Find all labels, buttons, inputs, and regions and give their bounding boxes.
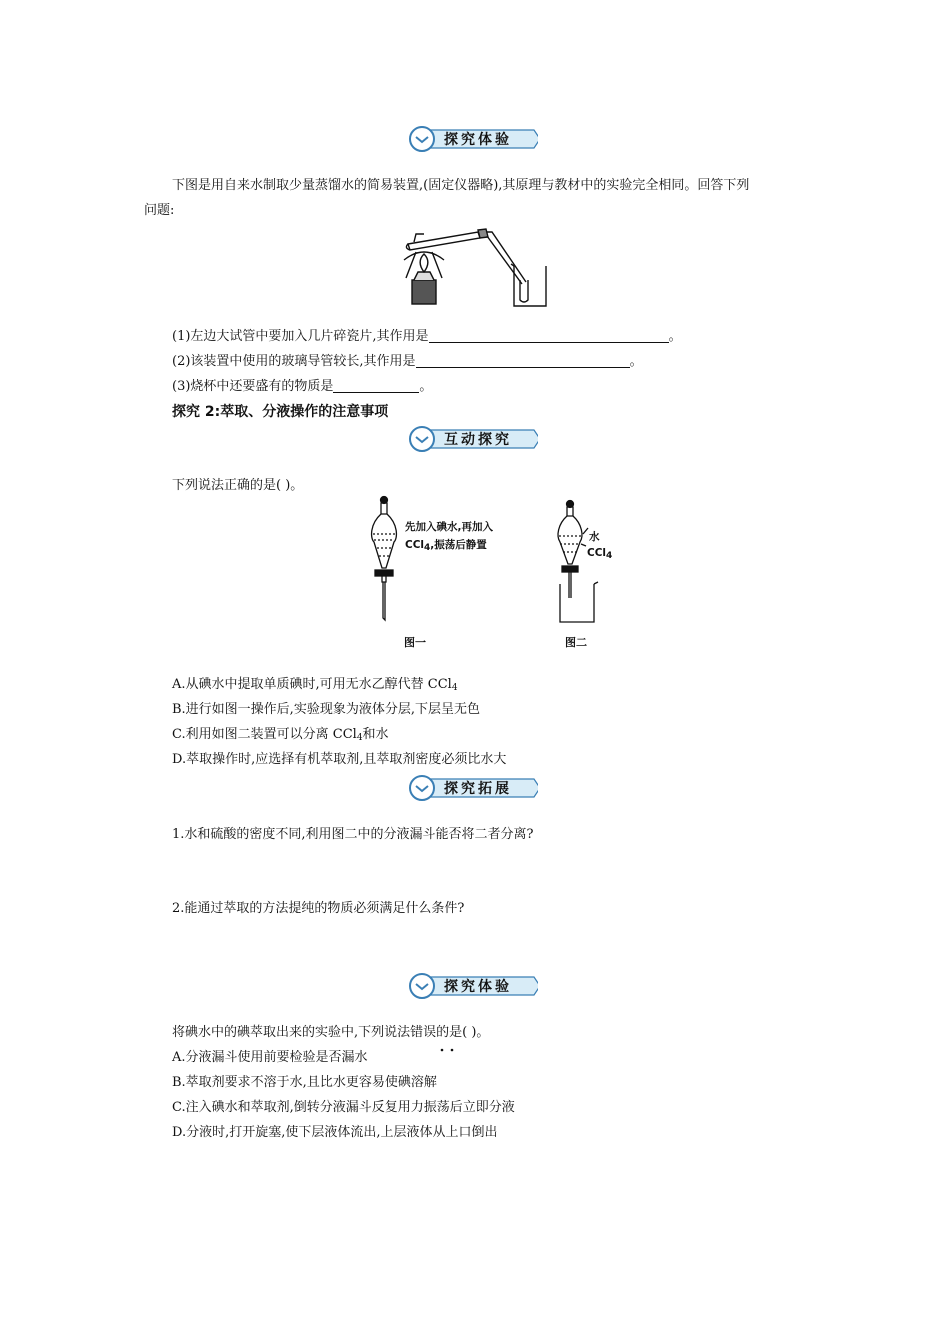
- figure-2-label-water: 水: [589, 531, 600, 543]
- figure-1-caption: 图一: [404, 636, 426, 649]
- option-b: B.进行如图一操作后,实验现象为液体分层,下层呈无色: [172, 702, 480, 717]
- section-banner-interactive: [406, 424, 538, 454]
- intro-text-line1: 下图是用自来水制取少量蒸馏水的简易装置,(固定仪器略),其原理与教材中的实验完全相同。回答下列: [172, 178, 750, 193]
- banner-label: 探究拓展: [444, 781, 512, 797]
- answer-blank-1[interactable]: [429, 328, 669, 343]
- banner-label: 互动探究: [444, 432, 512, 448]
- emphasis-dots: [439, 1041, 455, 1045]
- extension-question-1: 1.水和硫酸的密度不同,利用图二中的分液漏斗能否将二者分离?: [172, 827, 534, 842]
- answer-blank-2[interactable]: [416, 353, 630, 368]
- question-2: (2)该装置中使用的玻璃导管较长,其作用是 。: [172, 354, 643, 369]
- figure-2-label-ccl4: CCl4: [587, 547, 613, 561]
- figure-2-caption: 图二: [565, 636, 587, 649]
- option-c-2: C.注入碘水和萃取剂,倒转分液漏斗反复用力振荡后立即分液: [172, 1100, 515, 1115]
- question-1: (1)左边大试管中要加入几片碎瓷片,其作用是 。: [172, 329, 682, 344]
- banner-label: 探究体验: [444, 979, 512, 995]
- iodine-extraction-question: 将碘水中的碘萃取出来的实验中,下列说法错误的是( )。: [172, 1025, 490, 1040]
- distillation-apparatus-figure: [398, 220, 558, 312]
- option-a-2: A.分液漏斗使用前要检验是否漏水: [172, 1050, 368, 1065]
- separatory-funnel-figure-2: [550, 498, 613, 630]
- banner-label: 探究体验: [444, 132, 512, 148]
- separatory-funnel-figure-1: [362, 494, 412, 634]
- extension-question-2: 2.能通过萃取的方法提纯的物质必须满足什么条件?: [172, 901, 465, 916]
- section-heading-extraction: 探究 2:萃取、分液操作的注意事项: [172, 404, 389, 420]
- figure-1-label-line2: CCl4,振荡后静置: [405, 539, 487, 553]
- figure-1-label-line1: 先加入碘水,再加入: [405, 521, 493, 533]
- option-b-2: B.萃取剂要求不溶于水,且比水更容易使碘溶解: [172, 1075, 437, 1090]
- extraction-question: 下列说法正确的是( )。: [172, 478, 304, 493]
- section-banner-extension: [406, 773, 538, 803]
- answer-blank-3[interactable]: [333, 378, 419, 393]
- section-banner-explore-experience: [406, 124, 538, 154]
- option-d: D.萃取操作时,应选择有机萃取剂,且萃取剂密度必须比水大: [172, 752, 507, 767]
- question-3: (3)烧杯中还要盛有的物质是 。: [172, 379, 433, 394]
- option-a: A.从碘水中提取单质碘时,可用无水乙醇代替 CCl$_4$: [172, 677, 458, 693]
- option-d-2: D.分液时,打开旋塞,使下层液体流出,上层液体从上口倒出: [172, 1125, 498, 1140]
- option-c: C.利用如图二装置可以分离 CCl$_4$和水: [172, 727, 389, 743]
- section-banner-explore-experience-2: [406, 971, 538, 1001]
- intro-text-line2: 问题:: [144, 203, 175, 218]
